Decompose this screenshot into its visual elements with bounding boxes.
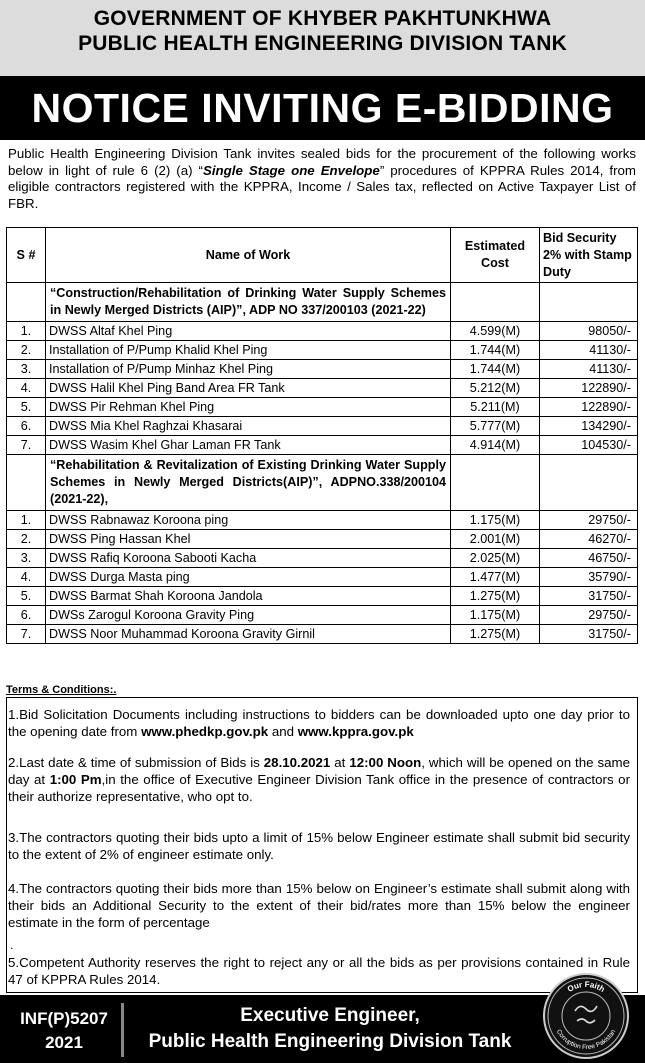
row-estimated-cost: 4.599(M) (451, 322, 540, 341)
row-bid-security: 29750/- (540, 606, 638, 625)
row-work-name: DWSS Noor Muhammad Koroona Gravity Girnil (46, 625, 451, 644)
row-sn: 2. (7, 341, 46, 360)
works-table (6, 227, 638, 644)
row-estimated-cost: 5.777(M) (451, 417, 540, 436)
row-work-name: DWSS Mia Khel Raghzai Khasarai (46, 417, 451, 436)
phedkp-link[interactable]: www.phedkp.gov.pk (141, 724, 269, 739)
row-sn: 5. (7, 398, 46, 417)
seal-top-text: Our Faith (565, 979, 607, 994)
row-work-name: DWSS Durga Masta ping (46, 568, 451, 587)
group2-rows (7, 511, 638, 644)
row-work-name: DWSs Zarogul Koroona Gravity Ping (46, 606, 451, 625)
table-row (7, 625, 638, 644)
table-row (7, 360, 638, 379)
row-estimated-cost: 1.175(M) (451, 606, 540, 625)
row-work-name: DWSS Halil Khel Ping Band Area FR Tank (46, 379, 451, 398)
row-estimated-cost: 5.212(M) (451, 379, 540, 398)
signatory (130, 1003, 530, 1055)
row-sn: 5. (7, 587, 46, 606)
row-estimated-cost: 1.275(M) (451, 625, 540, 644)
group1-rows (7, 322, 638, 455)
row-estimated-cost: 1.744(M) (451, 360, 540, 379)
term-1-and: and (268, 724, 298, 739)
table-row (7, 398, 638, 417)
row-bid-security: 46270/- (540, 530, 638, 549)
row-estimated-cost: 2.025(M) (451, 549, 540, 568)
row-work-name: DWSS Barmat Shah Koroona Jandola (46, 587, 451, 606)
table-row (7, 549, 638, 568)
row-bid-security: 31750/- (540, 587, 638, 606)
row-bid-security: 122890/- (540, 379, 638, 398)
seal-bottom-text: Corruption Free Pakistan (554, 1028, 618, 1052)
row-estimated-cost: 1.744(M) (451, 341, 540, 360)
group-title-row (7, 455, 638, 511)
row-estimated-cost: 2.001(M) (451, 530, 540, 549)
intro-paragraph (8, 146, 636, 212)
notice-title-banner: NOTICE INVITING E-BIDDING (0, 76, 645, 140)
table-row (7, 379, 638, 398)
row-estimated-cost: 1.477(M) (451, 568, 540, 587)
stray-dot: . (10, 938, 14, 952)
row-bid-security: 98050/- (540, 322, 638, 341)
row-bid-security: 41130/- (540, 341, 638, 360)
header-bid-security: Bid Security 2% with Stamp Duty (540, 228, 638, 283)
table-row (7, 322, 638, 341)
term-1-text: 1.Bid Solicitation Documents including instructions to bidders can be downloaded upto one day prior to the opening date from (8, 707, 630, 739)
row-estimated-cost: 5.211(M) (451, 398, 540, 417)
group-title-row (7, 283, 638, 322)
row-sn: 7. (7, 436, 46, 455)
footer-divider (121, 1003, 124, 1057)
notice-header (0, 0, 645, 76)
row-bid-security: 29750/- (540, 511, 638, 530)
intro-text-before: Public Health Engineering Division Tank invites sealed bids for the procurement of the following works below in light of rule 6 (2) (a) “ (8, 146, 636, 178)
term-4: 4.The contractors quoting their bids more than 15% below on Engineer’s estimate shall submit along with their bids an Additional Security to the extent of their bid/rates more than 15% below the engineer estimate in the form of percentage (8, 881, 630, 930)
row-work-name: Installation of P/Pump Khalid Khel Ping (46, 341, 451, 360)
header-government: GOVERNMENT OF KHYBER PAKHTUNKHWA (93, 7, 552, 30)
row-work-name: DWSS Rafiq Koroona Sabooti Kacha (46, 549, 451, 568)
row-sn: 4. (7, 379, 46, 398)
signatory-title: Executive Engineer, (240, 1005, 420, 1026)
opening-time: 1:00 Pm (49, 772, 102, 787)
term-5: 5.Competent Authority reserves the right to reject any or all the bids as per provisions contained in Rule 47 of KPPRA Rules 2014. (8, 955, 630, 987)
row-bid-security: 41130/- (540, 360, 638, 379)
header-sn: S # (7, 228, 46, 283)
inf-number: INF(P)5207 (20, 1009, 108, 1028)
row-sn: 7. (7, 625, 46, 644)
row-estimated-cost: 1.175(M) (451, 511, 540, 530)
row-sn: 6. (7, 417, 46, 436)
row-bid-security: 134290/- (540, 417, 638, 436)
header-name-of-work: Name of Work (46, 228, 451, 283)
intro-emphasis: Single Stage one Envelope (202, 162, 380, 178)
row-bid-security: 46750/- (540, 549, 638, 568)
row-work-name: DWSS Ping Hassan Khel (46, 530, 451, 549)
term-2-text-a: 2.Last date & time of submission of Bids is (8, 755, 264, 770)
table-row (7, 511, 638, 530)
row-sn: 4. (7, 568, 46, 587)
row-estimated-cost: 1.275(M) (451, 587, 540, 606)
group1-title: “Construction/Rehabilitation of Drinking Water Supply Schemes in Newly Merged Districts (AIP)”, ADP NO 337/200103 (2021-22) (46, 283, 451, 322)
kppra-link[interactable]: www.kppra.gov.pk (297, 724, 414, 739)
inf-year: 2021 (45, 1033, 83, 1052)
row-estimated-cost: 4.914(M) (451, 436, 540, 455)
terms-heading: Terms & Conditions:. (6, 684, 117, 696)
table-row (7, 587, 638, 606)
table-row (7, 417, 638, 436)
signatory-office: Public Health Engineering Division Tank (148, 1031, 512, 1052)
table-header-row (7, 228, 638, 283)
row-sn: 1. (7, 322, 46, 341)
row-work-name: DWSS Pir Rehman Khel Ping (46, 398, 451, 417)
row-bid-security: 122890/- (540, 398, 638, 417)
table-row (7, 530, 638, 549)
term-2-at: at (330, 755, 350, 770)
anti-corruption-seal-icon (543, 973, 629, 1059)
row-work-name: DWSS Wasim Khel Ghar Laman FR Tank (46, 436, 451, 455)
row-work-name: DWSS Rabnawaz Koroona ping (46, 511, 451, 530)
term-2 (8, 754, 630, 805)
table-row (7, 341, 638, 360)
row-bid-security: 31750/- (540, 625, 638, 644)
term-3: 3.The contractors quoting their bids upto a limit of 15% below Engineer estimate shall submit bid security to the extent of 2% of engineer estimate only. (8, 830, 630, 862)
row-bid-security: 35790/- (540, 568, 638, 587)
row-sn: 3. (7, 549, 46, 568)
term-2-text-b: , which will be opened on the same day at (8, 755, 630, 787)
row-work-name: DWSS Altaf Khel Ping (46, 322, 451, 341)
header-department: PUBLIC HEALTH ENGINEERING DIVISION TANK (78, 32, 567, 55)
row-sn: 6. (7, 606, 46, 625)
inf-reference (14, 1007, 114, 1055)
term-2-text-c: ,in the office of Executive Engineer Division Tank office in the presence of contractors or their authorize representative, who opt to. (8, 772, 631, 804)
header-estimated-cost: Estimated Cost (451, 228, 540, 283)
row-sn: 3. (7, 360, 46, 379)
intro-text-after: ” procedures of KPPRA Rules 2014, from eligible contractors registered with the KPPRA, Income / Sales tax, reflected on Active Taxpayer List of FBR. (8, 162, 636, 211)
table-row (7, 436, 638, 455)
row-work-name: Installation of P/Pump Minhaz Khel Ping (46, 360, 451, 379)
group2-title: “Rehabilitation & Revitalization of Existing Drinking Water Supply Schemes in Newly Merged Districts(AIP)”, ADPNO.338/200104 (2021-22), (46, 455, 451, 511)
submission-date: 28.10.2021 (263, 755, 331, 770)
term-1 (8, 706, 630, 740)
table-row (7, 606, 638, 625)
row-bid-security: 104530/- (540, 436, 638, 455)
table-row (7, 568, 638, 587)
submission-time: 12:00 Noon (349, 755, 422, 770)
row-sn: 2. (7, 530, 46, 549)
row-sn: 1. (7, 511, 46, 530)
